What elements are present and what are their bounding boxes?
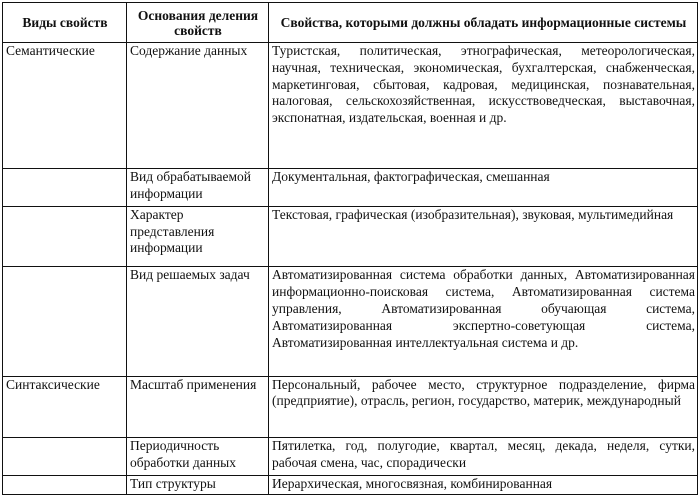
basis-cell: Содержание данных (127, 42, 269, 168)
header-row (3, 3, 698, 43)
table-row (3, 376, 698, 438)
basis-cell: Масштаб применения (127, 376, 269, 438)
table-row (3, 267, 698, 376)
header-kind: Виды свойств (3, 3, 127, 43)
basis-cell: Характер представления информации (127, 206, 269, 267)
kind-cell (3, 169, 127, 206)
header-props: Свойства, которыми должны обладать информационные системы (269, 3, 698, 43)
props-cell: Иерархическая, многосвязная, комбинированная (269, 475, 698, 495)
basis-cell: Вид решаемых задач (127, 267, 269, 376)
props-cell: Персональный, рабочее место, структурное подразделение, фирма (предприятие), отрасль, регион, государство, материк, международный (269, 376, 698, 438)
table-row (3, 206, 698, 267)
table-row (3, 169, 698, 206)
props-cell: Туристская, политическая, этнографическая, метеорологическая, научная, техническая, экономическая, бухгалтерская, снабженческая, маркетинговая, сбытовая, кадровая, медицинская, познавательная, налоговая, сельскохозяйственная, искусствоведческая, выставочная, экспонатная, издательская, военная и др. (269, 42, 698, 168)
props-cell: Пятилетка, год, полугодие, квартал, месяц, декада, неделя, сутки, рабочая смена, час, спорадически (269, 438, 698, 475)
basis-cell: Вид обрабатываемой информации (127, 169, 269, 206)
table-row (3, 42, 698, 168)
header-basis: Основания деления свойств (127, 3, 269, 43)
kind-cell (3, 267, 127, 376)
kind-cell (3, 206, 127, 267)
props-cell: Текстовая, графическая (изобразительная), звуковая, мультимедийная (269, 206, 698, 267)
props-cell: Документальная, фактографическая, смешанная (269, 169, 698, 206)
table-row (3, 475, 698, 495)
props-cell: Автоматизированная система обработки данных, Автоматизированная информационно-поисковая система, Автоматизированная система управления, Автоматизированная обучающая система, Автоматизированная экспертно-советующая система, Автоматизированная интеллектуальная система и др. (269, 267, 698, 376)
basis-cell: Тип структуры (127, 475, 269, 495)
kind-cell (3, 438, 127, 475)
kind-cell: Синтаксические (3, 376, 127, 438)
basis-cell: Периодичность обработки данных (127, 438, 269, 475)
table-row (3, 438, 698, 475)
properties-table (2, 2, 698, 495)
kind-cell (3, 475, 127, 495)
kind-cell: Семантические (3, 42, 127, 168)
